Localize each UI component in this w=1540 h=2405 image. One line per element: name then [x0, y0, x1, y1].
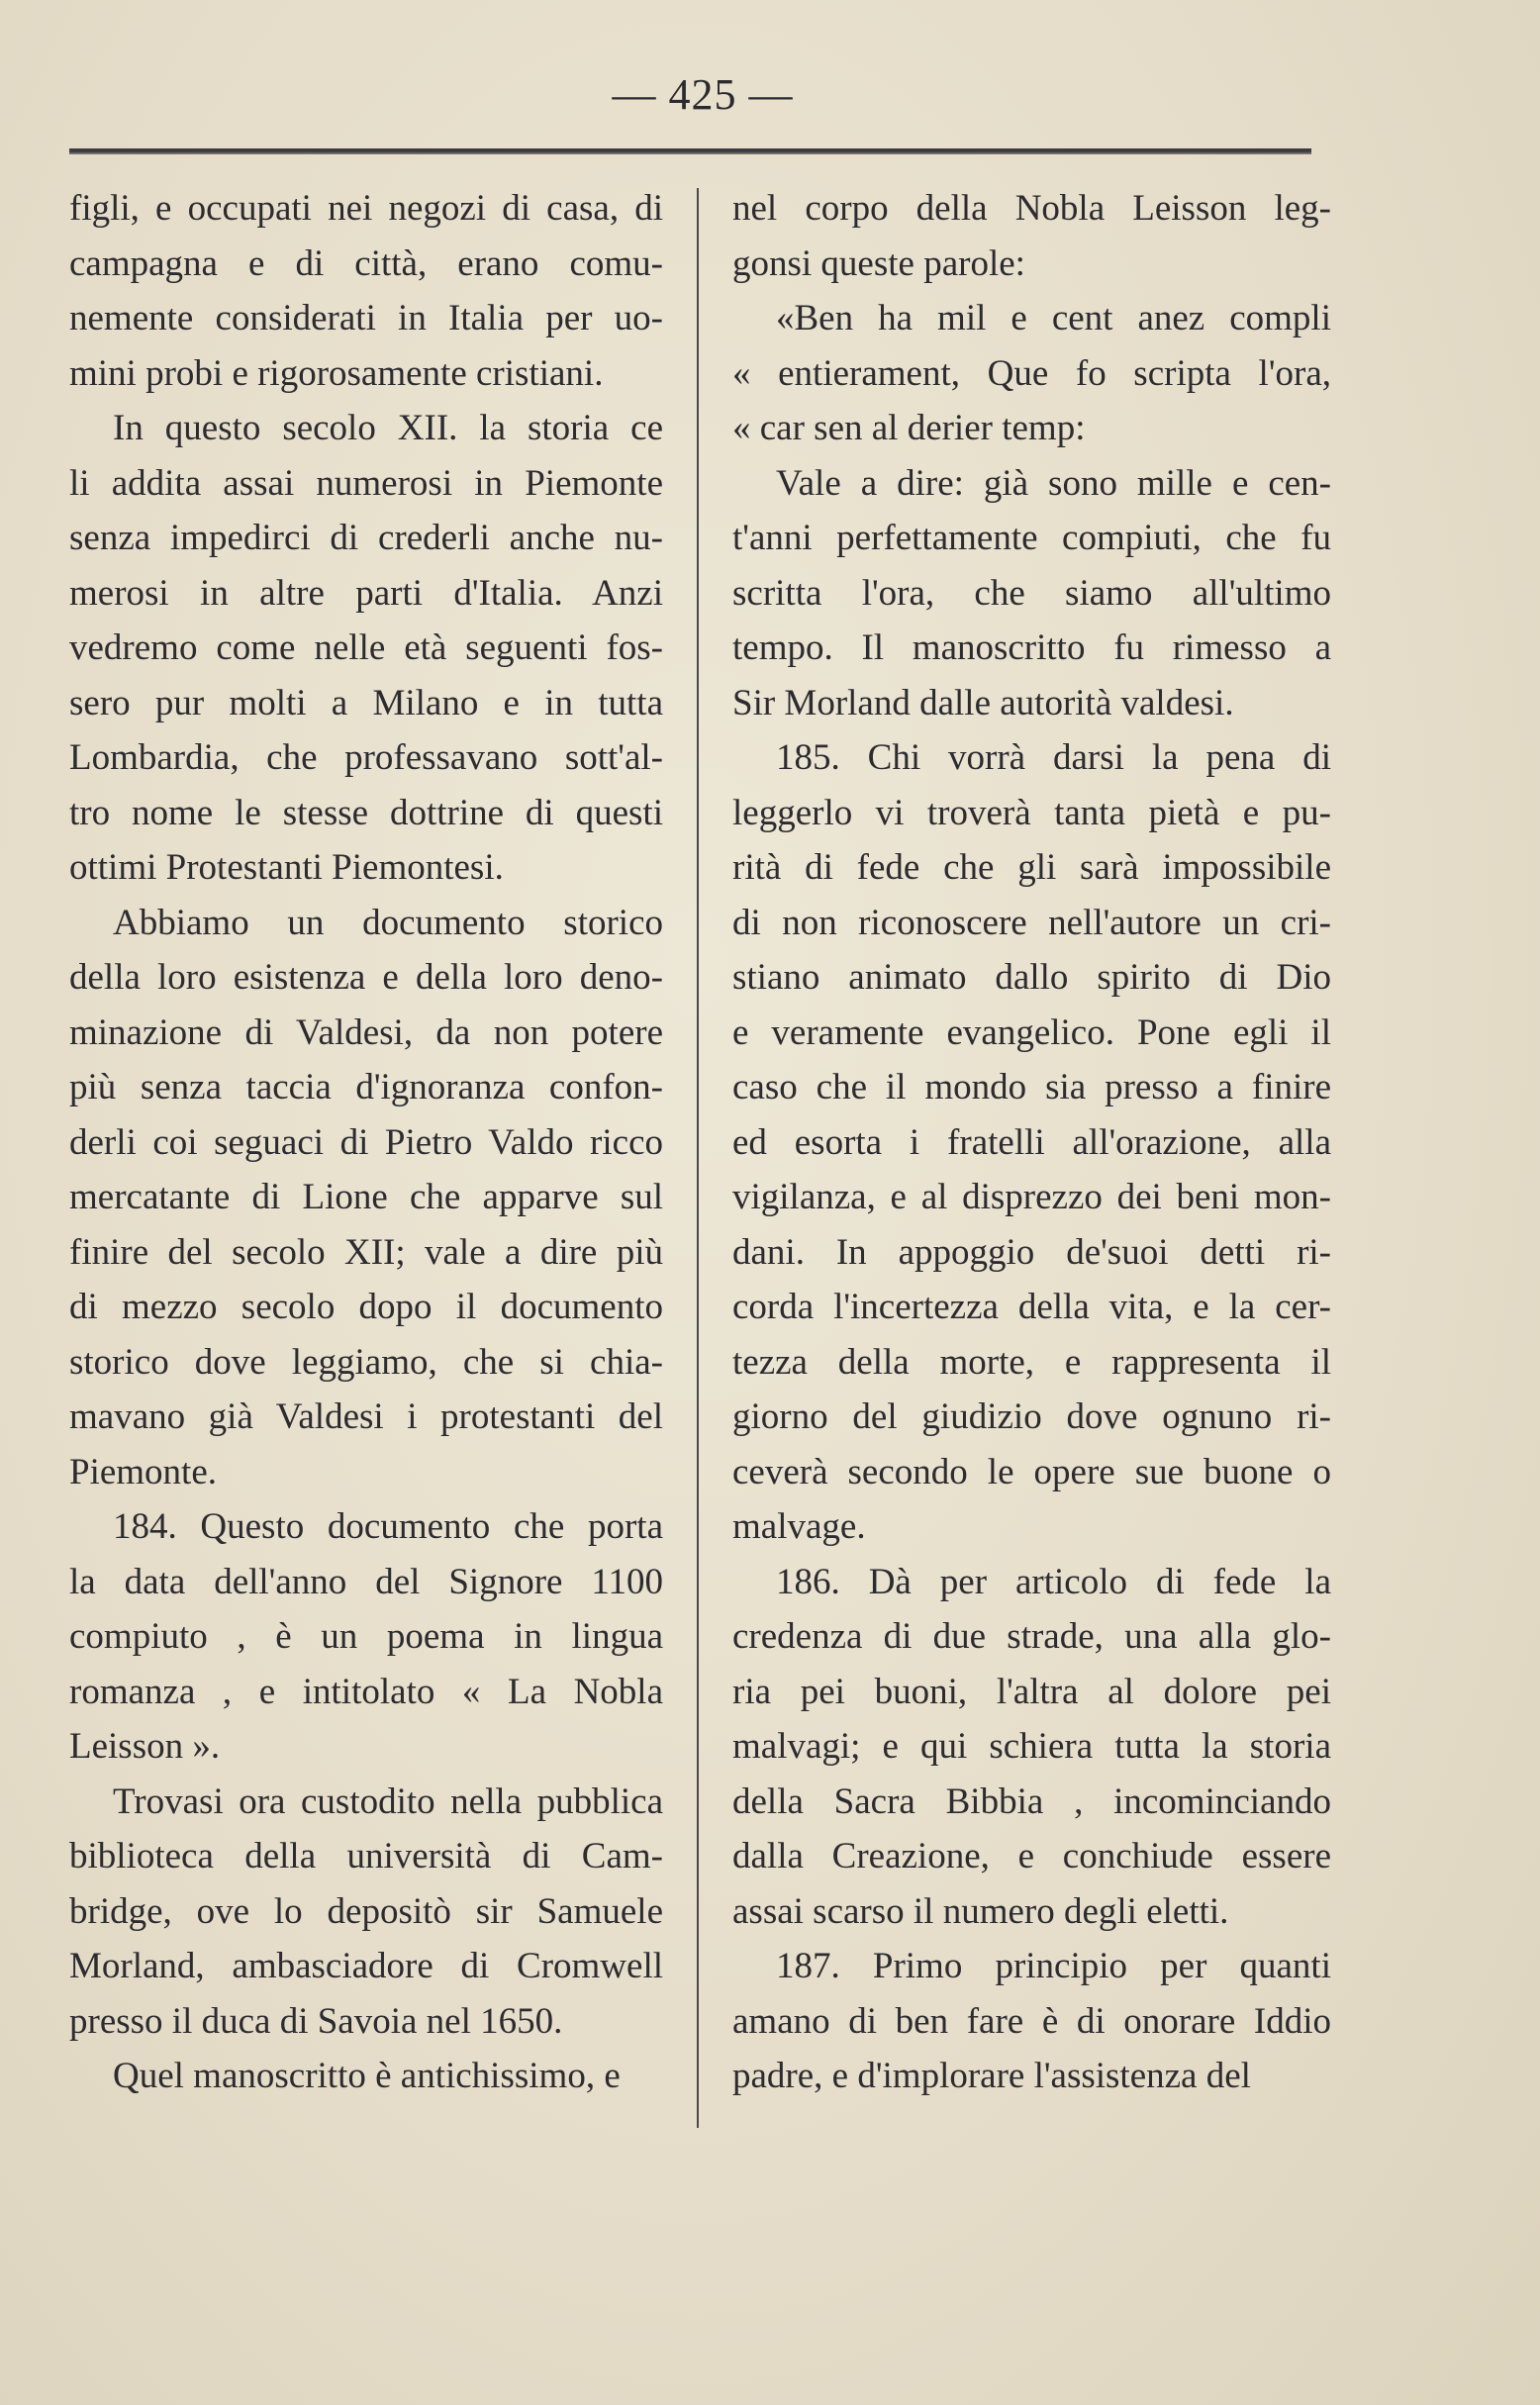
text-line: gonsi queste parole: [732, 242, 1025, 284]
text-line: Piemonte. [69, 1451, 218, 1492]
text-line: « car sen al derier temp: [732, 408, 1086, 448]
text-line: amano di ben fare è di onorare Iddio [732, 2000, 1331, 2042]
text-line: derli coi seguaci di Pietro Valdo ricco [69, 1121, 663, 1163]
text-line: ceverà secondo le opere sue buone o [732, 1451, 1331, 1492]
text-line: stiano animato dallo spirito di Dio [732, 957, 1331, 998]
text-line: nel corpo della Nobla Leisson leg- [732, 188, 1331, 229]
paragraph [69, 401, 663, 896]
text-line: dalla Creazione, e conchiude essere [732, 1836, 1331, 1876]
text-line: leggerlo vi troverà tanta pietà e pu- [732, 792, 1331, 833]
text-line: li addita assai numerosi in Piemonte [69, 462, 663, 504]
text-line: finire del secolo XII; vale a dire più [69, 1231, 663, 1273]
paragraph [732, 1939, 1331, 2104]
text-line: 185. Chi vorrà darsi la pena di [776, 737, 1331, 778]
text-line: caso che il mondo sia presso a finire [732, 1067, 1331, 1107]
text-line: e veramente evangelico. Pone egli il [732, 1011, 1331, 1053]
text-line: bridge, ove lo depositò sir Samuele [69, 1890, 663, 1932]
text-line: minazione di Valdesi, da non potere [69, 1011, 663, 1053]
text-line: tempo. Il manoscritto fu rimesso a [732, 627, 1331, 668]
paragraph [732, 291, 1331, 456]
right-column [732, 181, 1331, 2104]
text-line: Lombardia, che professavano sott'al- [69, 737, 663, 778]
text-line: ottimi Protestanti Piemontesi. [69, 847, 504, 888]
text-line: sero pur molti a Milano e in tutta [69, 682, 663, 723]
text-line: figli, e occupati nei negozi di casa, di [69, 188, 663, 229]
text-line: senza impedirci di crederli anche nu- [69, 518, 663, 558]
text-line: biblioteca della università di Cam- [69, 1836, 663, 1876]
text-line: merosi in altre parti d'Italia. Anzi [69, 572, 663, 614]
text-line: Trovasi ora custodito nella pubblica [113, 1780, 663, 1822]
text-line: di non riconoscere nell'autore un cri- [732, 902, 1331, 943]
text-line: scritta l'ora, che siamo all'ultimo [732, 572, 1331, 614]
text-line: « entierament, Que fo scripta l'ora, [732, 352, 1331, 394]
text-line: nemente considerati in Italia per uo- [69, 298, 663, 338]
text-line: romanza , e intitolato « La Nobla [69, 1671, 663, 1712]
text-line: mini probi e rigorosamente cristiani. [69, 352, 604, 394]
text-line: tro nome le stesse dottrine di questi [69, 792, 663, 833]
text-line: mavano già Valdesi i protestanti del [69, 1396, 663, 1437]
text-line: della loro esistenza e della loro deno- [69, 957, 663, 998]
text-line: 186. Dà per articolo di fede la [776, 1561, 1331, 1602]
text-line: ed esorta i fratelli all'orazione, alla [732, 1121, 1331, 1163]
text-line: credenza di due strade, una alla glo- [732, 1616, 1331, 1657]
text-line: Vale a dire: già sono mille e cen- [776, 462, 1331, 504]
text-line: più senza taccia d'ignoranza confon- [69, 1067, 663, 1107]
paragraph [69, 1775, 663, 2050]
paragraph [69, 896, 663, 1500]
page-number: — 425 — [612, 70, 794, 119]
text-line: Sir Morland dalle autorità valdesi. [732, 682, 1234, 723]
text-line: presso il duca di Savoia nel 1650. [69, 2000, 563, 2042]
text-line: In questo secolo XII. la storia ce [113, 408, 663, 448]
text-line: tezza della morte, e rappresenta il [732, 1341, 1331, 1383]
column-divider [697, 188, 699, 2128]
text-line: 184. Questo documento che porta [113, 1506, 663, 1547]
text-line: malvage. [732, 1506, 866, 1547]
text-line: vedremo come nelle età seguenti fos- [69, 627, 663, 668]
text-line: t'anni perfettamente compiuti, che fu [732, 518, 1331, 558]
text-line: mercatante di Lione che apparve sul [69, 1177, 663, 1217]
paragraph [732, 456, 1331, 731]
text-line: giorno del giudizio dove ognuno ri- [732, 1396, 1331, 1437]
text-line: della Sacra Bibbia , incominciando [732, 1780, 1331, 1822]
paragraph [732, 730, 1331, 1555]
paragraph [69, 1499, 663, 1775]
text-line: compiuto , è un poema in lingua [69, 1616, 663, 1657]
paragraph [732, 1555, 1331, 1940]
text-line: campagna e di città, erano comu- [69, 242, 663, 284]
text-line: la data dell'anno del Signore 1100 [69, 1561, 663, 1602]
text-line: «Ben ha mil e cent anez compli [776, 298, 1331, 338]
left-column [69, 181, 663, 2104]
text-line: dani. In appoggio de'suoi detti ri- [732, 1231, 1331, 1273]
paragraph [732, 181, 1331, 291]
text-line: vigilanza, e al disprezzo dei beni mon- [732, 1177, 1331, 1217]
text-line: rità di fede che gli sarà impossibile [732, 847, 1331, 888]
text-line: malvagi; e qui schiera tutta la storia [732, 1726, 1331, 1767]
text-line: corda l'incertezza della vita, e la cer- [732, 1287, 1331, 1327]
text-line: 187. Primo principio per quanti [776, 1946, 1331, 1986]
text-line: padre, e d'implorare l'assistenza del [732, 2056, 1251, 2096]
paragraph [69, 181, 663, 401]
text-line: Quel manoscritto è antichissimo, e [113, 2056, 621, 2096]
text-line: Morland, ambasciadore di Cromwell [69, 1946, 663, 1986]
paragraph [69, 2049, 663, 2104]
text-line: assai scarso il numero degli eletti. [732, 1890, 1229, 1932]
text-line: storico dove leggiamo, che si chia- [69, 1341, 663, 1383]
header-rule [69, 148, 1311, 154]
text-line: Abbiamo un documento storico [113, 902, 663, 943]
text-line: Leisson ». [69, 1726, 221, 1767]
text-line: di mezzo secolo dopo il documento [69, 1287, 663, 1327]
text-line: ria pei buoni, l'altra al dolore pei [732, 1671, 1331, 1712]
